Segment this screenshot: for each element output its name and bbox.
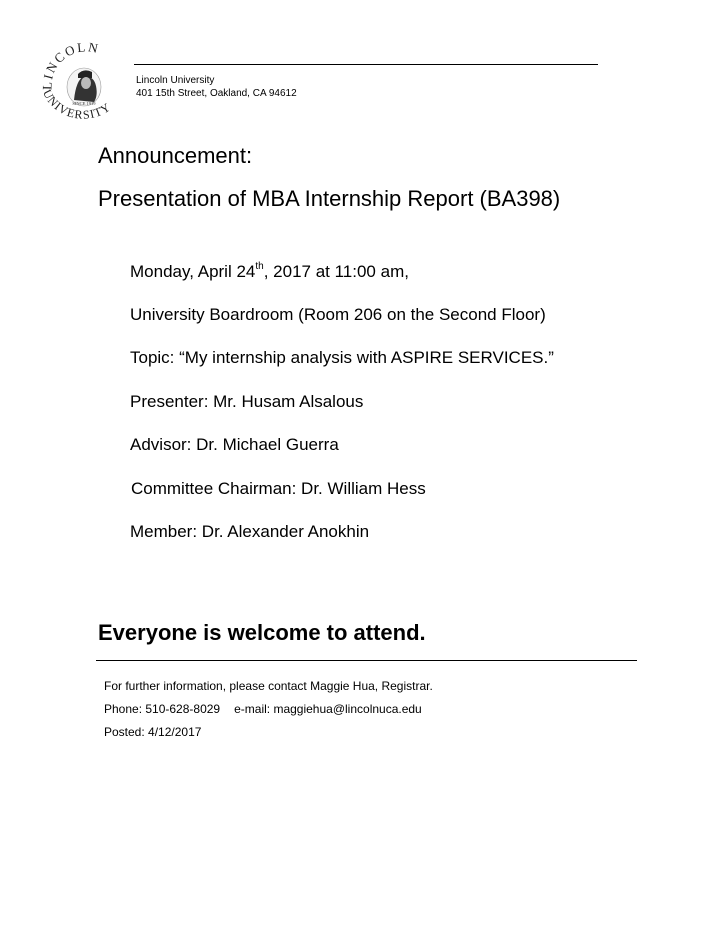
university-seal-logo: [34, 40, 134, 130]
event-presenter: Presenter: Mr. Husam Alsalous: [130, 392, 364, 411]
event-date: [130, 262, 409, 282]
org-address: 401 15th Street, Oakland, CA 94612: [136, 88, 297, 99]
org-name: Lincoln University: [136, 75, 215, 86]
event-topic: Topic: “My internship analysis with ASPIRE SERVICES.”: [130, 348, 554, 367]
event-member: Member: Dr. Alexander Anokhin: [130, 522, 370, 541]
event-date-ordinal: th: [255, 261, 264, 273]
announcement-title: Presentation of MBA Internship Report (BA398): [98, 186, 561, 211]
announcement-heading: Announcement:: [98, 143, 253, 168]
footer-contact: For further information, please contact Maggie Hua, Registrar.: [104, 679, 433, 693]
seal-top-text: LINCOLN: [39, 40, 102, 91]
event-date-rest: , 2017 at 11:00 am,: [263, 262, 409, 281]
welcome-message: Everyone is welcome to attend.: [98, 620, 426, 645]
header-address-block: [136, 74, 297, 100]
event-advisor: Advisor: Dr. Michael Guerra: [130, 435, 339, 454]
header-divider: [134, 64, 598, 65]
seal-since-text: SINCE 1919: [72, 101, 96, 106]
footer-email: e-mail: maggiehua@lincolnuca.edu: [234, 702, 422, 716]
footer-phone: Phone: 510-628-8029: [104, 702, 221, 716]
footer-posted: Posted: 4/12/2017: [104, 725, 202, 739]
event-chairman: Committee Chairman: Dr. William Hess: [131, 479, 426, 498]
footer-phone-email: [104, 702, 422, 717]
footer-divider: [96, 660, 637, 661]
event-date-prefix: Monday, April 24: [130, 262, 256, 281]
seal-bottom-text: UNIVERSITY: [40, 87, 114, 122]
event-location: University Boardroom (Room 206 on the Second Floor): [130, 305, 546, 324]
